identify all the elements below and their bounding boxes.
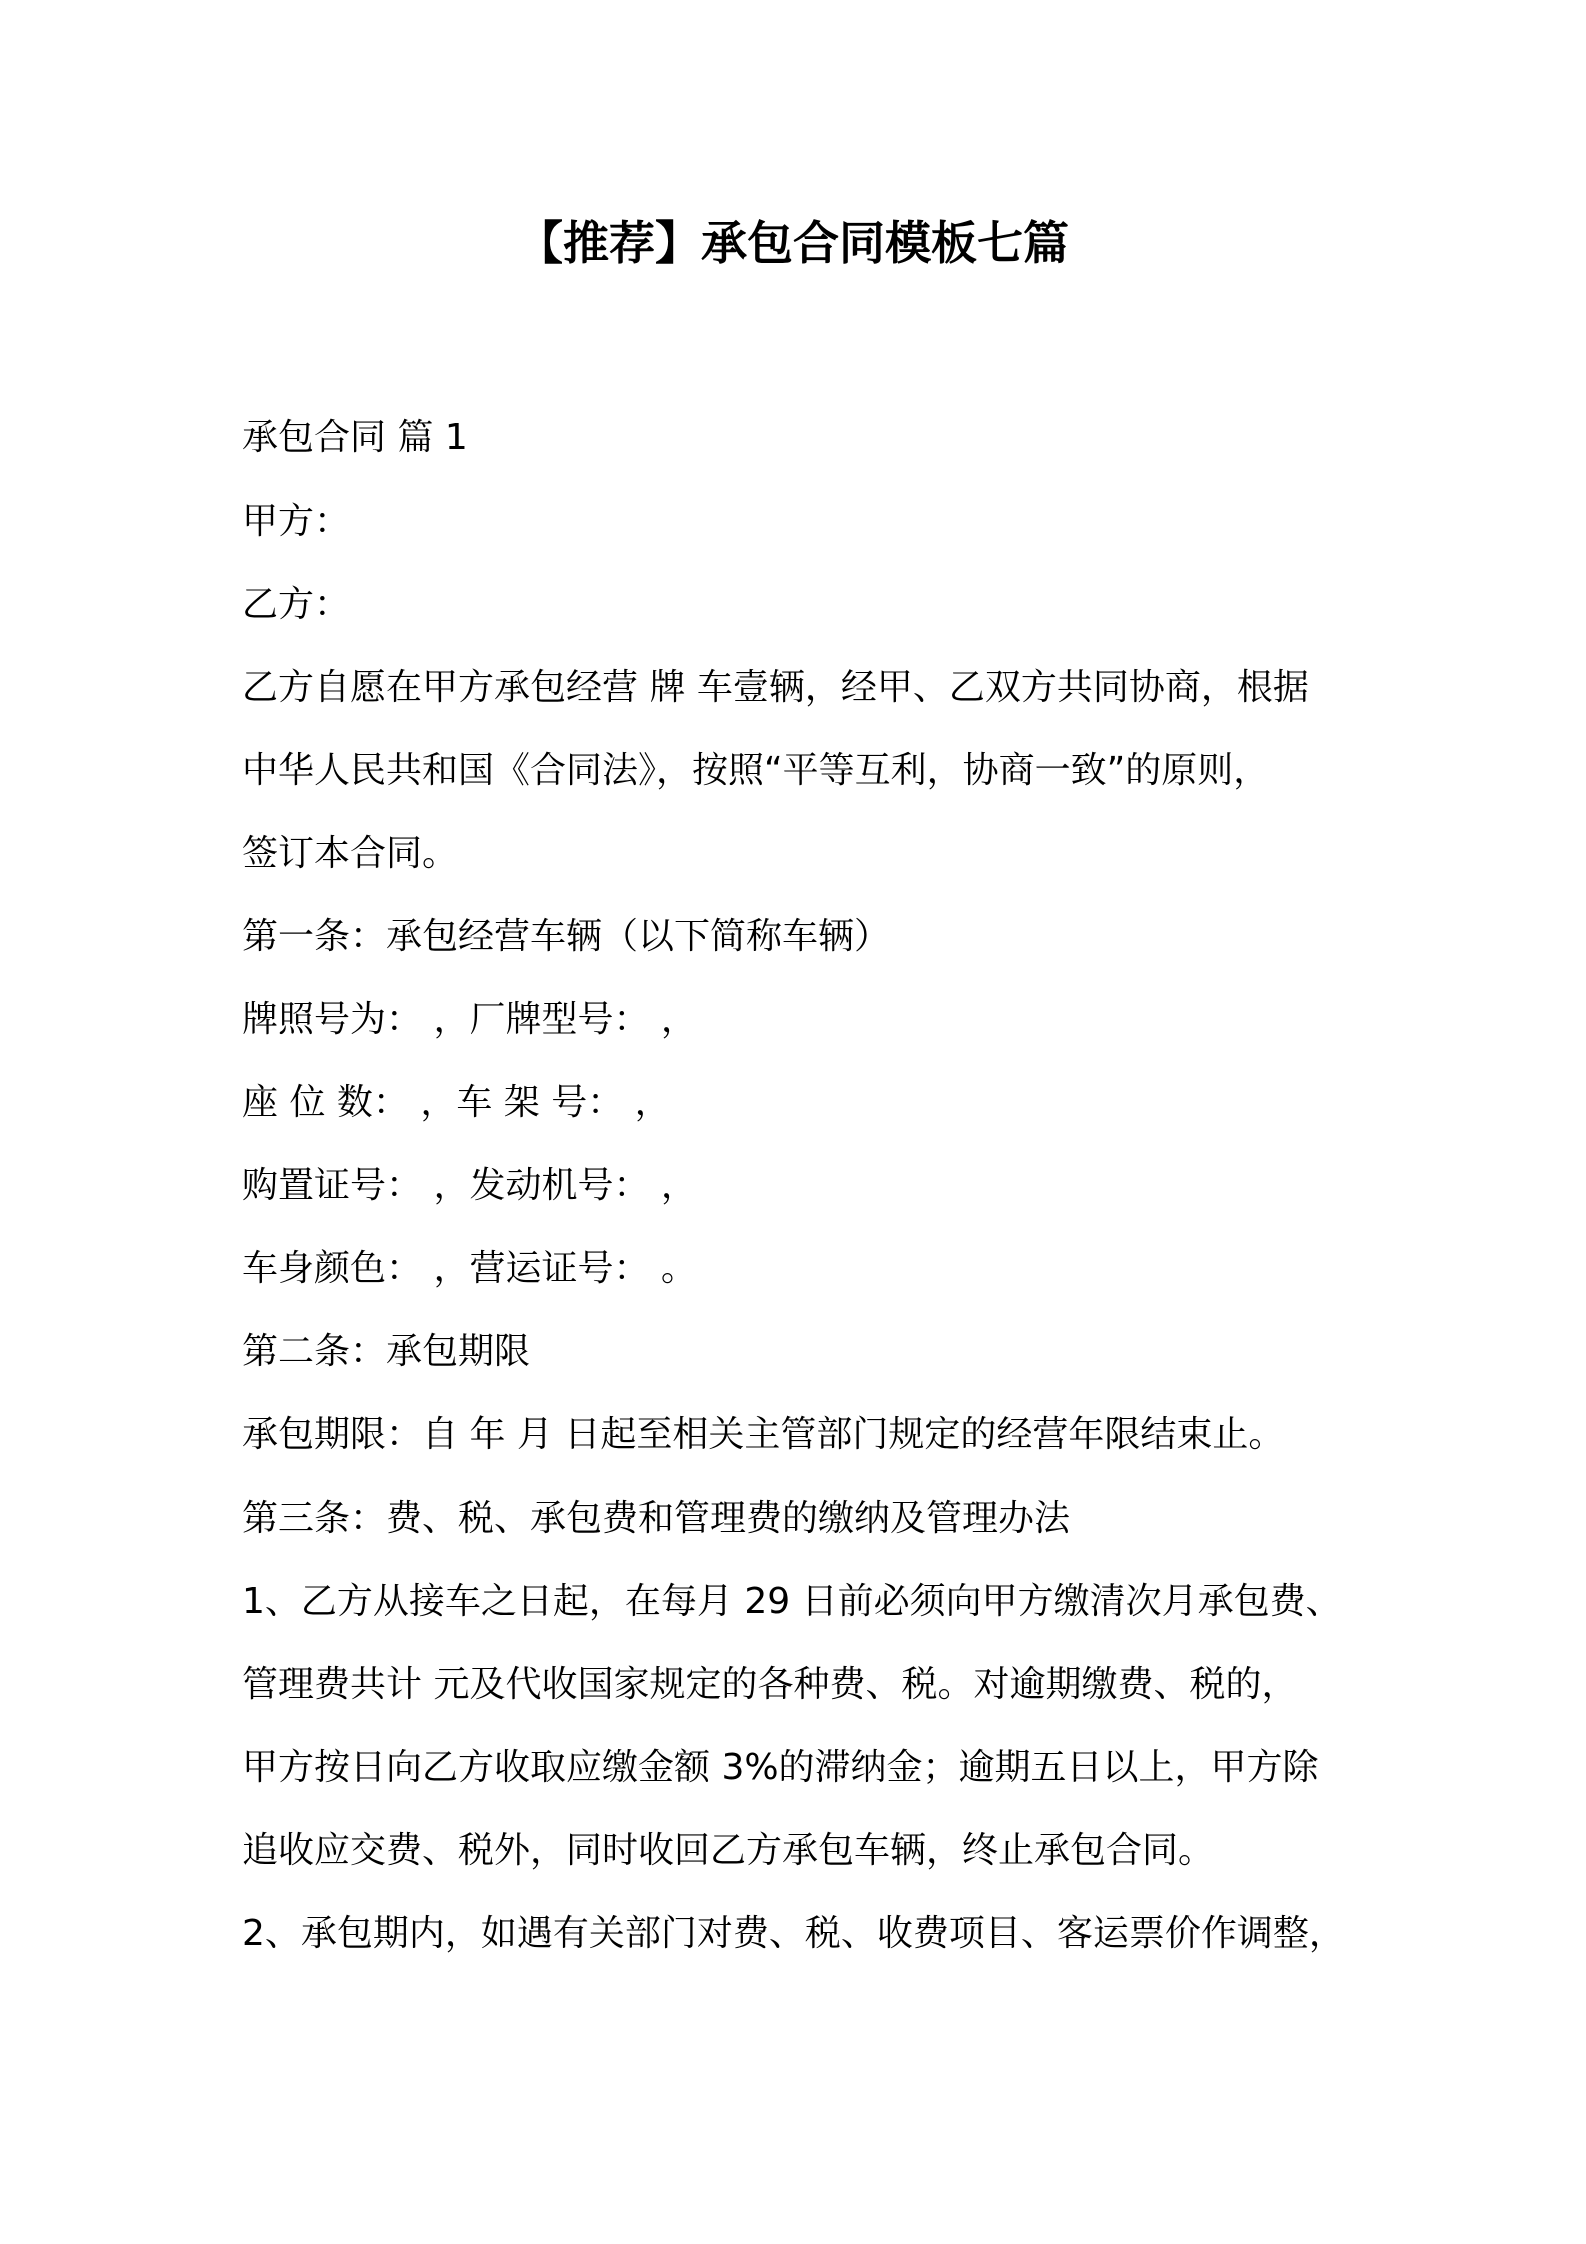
- paragraph-line: 管理费共计 元及代收国家规定的各种费、税。对逾期缴费、税的，: [242, 1664, 1298, 1705]
- section-heading-part-1: 承包合同 篇 1: [242, 417, 468, 458]
- article-2-heading: 第二条：承包期限: [242, 1331, 531, 1372]
- vehicle-info-line: 座 位 数： ，车 架 号： ，: [242, 1082, 671, 1123]
- party-a-line: 甲方：: [242, 501, 351, 542]
- paragraph-line: 追收应交费、税外，同时收回乙方承包车辆，终止承包合同。: [242, 1830, 1215, 1871]
- paragraph-line: 中华人民共和国《合同法》，按照“平等互利，协商一致”的原则，: [242, 750, 1270, 791]
- party-b-line: 乙方：: [242, 584, 351, 625]
- vehicle-info-line: 车身颜色： ，营运证号： 。: [242, 1248, 697, 1289]
- vehicle-info-line: 购置证号： ，发动机号： ，: [242, 1165, 697, 1206]
- document-title: 【推荐】承包合同模板七篇: [517, 216, 1069, 270]
- paragraph-line: 1、乙方从接车之日起，在每月 29 日前必须向甲方缴清次月承包费、: [242, 1581, 1342, 1622]
- paragraph-line: 承包期限：自 年 月 日起至相关主管部门规定的经营年限结束止。: [242, 1414, 1285, 1455]
- paragraph-line: 签订本合同。: [242, 833, 459, 874]
- vehicle-info-line: 牌照号为： ，厂牌型号： ，: [242, 999, 697, 1040]
- article-1-heading: 第一条：承包经营车辆（以下简称车辆）: [242, 916, 891, 957]
- paragraph-line: 2、承包期内，如遇有关部门对费、税、收费项目、客运票价作调整，: [242, 1913, 1345, 1954]
- paragraph-line: 乙方自愿在甲方承包经营 牌 车壹辆，经甲、乙双方共同协商，根据: [242, 667, 1309, 708]
- article-3-heading: 第三条：费、税、承包费和管理费的缴纳及管理办法: [242, 1498, 1071, 1539]
- paragraph-line: 甲方按日向乙方收取应缴金额 3%的滞纳金；逾期五日以上，甲方除: [242, 1747, 1319, 1788]
